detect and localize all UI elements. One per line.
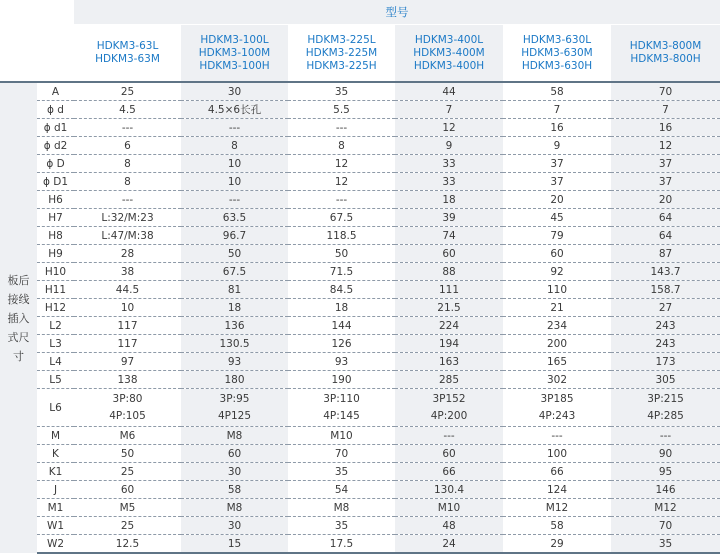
table-cell: --- xyxy=(74,191,181,209)
table-body xyxy=(0,82,720,553)
table-row xyxy=(0,499,720,517)
table-cell: 60 xyxy=(395,445,503,463)
table-cell: 27 xyxy=(611,299,720,317)
table-cell: 7 xyxy=(611,101,720,119)
table-cell: 111 xyxy=(395,281,503,299)
table-cell: 25 xyxy=(74,517,181,535)
table-cell: 50 xyxy=(74,445,181,463)
table-cell: 87 xyxy=(611,245,720,263)
table-cell: 117 xyxy=(74,335,181,353)
table-cell: 37 xyxy=(503,155,611,173)
row-label: H6 xyxy=(37,191,74,209)
category-label: 板后 接线 插入 式尺 寸 xyxy=(0,82,37,553)
table-cell: 12 xyxy=(611,137,720,155)
table-row xyxy=(0,119,720,137)
table-cell: 16 xyxy=(503,119,611,137)
table-cell: 3P:95 4P125 xyxy=(181,389,288,427)
table-cell: --- xyxy=(181,191,288,209)
table-cell: 163 xyxy=(395,353,503,371)
table-cell: 3P:80 4P:105 xyxy=(74,389,181,427)
table-cell: 90 xyxy=(611,445,720,463)
table-cell: 37 xyxy=(611,173,720,191)
table-cell: 12 xyxy=(288,173,395,191)
table-cell: 35 xyxy=(611,535,720,554)
table-row xyxy=(0,281,720,299)
table-cell: 3P:215 4P:285 xyxy=(611,389,720,427)
table-cell: 9 xyxy=(395,137,503,155)
row-label: H10 xyxy=(37,263,74,281)
table-cell: 37 xyxy=(503,173,611,191)
table-cell: 165 xyxy=(503,353,611,371)
table-cell: 25 xyxy=(74,463,181,481)
table-cell: 12 xyxy=(288,155,395,173)
table-cell: 29 xyxy=(503,535,611,554)
table-cell: M8 xyxy=(181,499,288,517)
table-row xyxy=(0,155,720,173)
table-cell: 8 xyxy=(288,137,395,155)
table-cell: --- xyxy=(503,427,611,445)
table-row xyxy=(0,389,720,427)
table-cell: 39 xyxy=(395,209,503,227)
table-cell: 71.5 xyxy=(288,263,395,281)
table-cell: M12 xyxy=(503,499,611,517)
table-cell: 8 xyxy=(74,155,181,173)
table-cell: 28 xyxy=(74,245,181,263)
table-cell: 3P:110 4P:145 xyxy=(288,389,395,427)
table-row xyxy=(0,191,720,209)
table-cell: --- xyxy=(74,119,181,137)
table-cell: --- xyxy=(181,119,288,137)
table-cell: 50 xyxy=(181,245,288,263)
table-cell: 305 xyxy=(611,371,720,389)
table-cell: L:47/M:38 xyxy=(74,227,181,245)
table-cell: 33 xyxy=(395,173,503,191)
table-cell: 143.7 xyxy=(611,263,720,281)
table-row xyxy=(0,445,720,463)
model-225: HDKM3-225L HDKM3-225M HDKM3-225H xyxy=(288,25,395,83)
model-header: 型号 xyxy=(74,0,720,25)
table-cell: 285 xyxy=(395,371,503,389)
table-cell: M8 xyxy=(288,499,395,517)
table-cell: 158.7 xyxy=(611,281,720,299)
model-630: HDKM3-630L HDKM3-630M HDKM3-630H xyxy=(503,25,611,83)
table-cell: 20 xyxy=(503,191,611,209)
table-cell: 96.7 xyxy=(181,227,288,245)
row-label: L5 xyxy=(37,371,74,389)
table-row xyxy=(0,353,720,371)
table-row xyxy=(0,463,720,481)
table-cell: 24 xyxy=(395,535,503,554)
table-cell: 88 xyxy=(395,263,503,281)
table-cell: 60 xyxy=(503,245,611,263)
table-cell: M10 xyxy=(288,427,395,445)
table-cell: 124 xyxy=(503,481,611,499)
row-label: J xyxy=(37,481,74,499)
table-cell: 92 xyxy=(503,263,611,281)
model-800: HDKM3-800M HDKM3-800H xyxy=(611,25,720,83)
table-cell: 58 xyxy=(503,517,611,535)
table-cell: --- xyxy=(288,191,395,209)
table-cell: 7 xyxy=(395,101,503,119)
table-row xyxy=(0,209,720,227)
table-cell: 118.5 xyxy=(288,227,395,245)
table-cell: 60 xyxy=(181,445,288,463)
table-cell: 93 xyxy=(181,353,288,371)
table-cell: 37 xyxy=(611,155,720,173)
row-label: ϕ D1 xyxy=(37,173,74,191)
table-cell: 144 xyxy=(288,317,395,335)
row-label: ϕ d2 xyxy=(37,137,74,155)
table-cell: 4.5 xyxy=(74,101,181,119)
table-cell: 54 xyxy=(288,481,395,499)
table-cell: 16 xyxy=(611,119,720,137)
table-cell: 5.5 xyxy=(288,101,395,119)
table-cell: 15 xyxy=(181,535,288,554)
row-label: M1 xyxy=(37,499,74,517)
table-row xyxy=(0,245,720,263)
table-cell: 30 xyxy=(181,517,288,535)
table-row xyxy=(0,137,720,155)
table-cell: 12 xyxy=(395,119,503,137)
table-row xyxy=(0,263,720,281)
table-cell: 117 xyxy=(74,317,181,335)
table-cell: 79 xyxy=(503,227,611,245)
table-cell: 35 xyxy=(288,517,395,535)
table-row xyxy=(0,173,720,191)
table-cell: 64 xyxy=(611,209,720,227)
table-cell: 146 xyxy=(611,481,720,499)
table-cell: 33 xyxy=(395,155,503,173)
table-cell: 10 xyxy=(181,173,288,191)
table-cell: M10 xyxy=(395,499,503,517)
table-cell: 17.5 xyxy=(288,535,395,554)
table-row xyxy=(0,299,720,317)
table-cell: 243 xyxy=(611,335,720,353)
table-cell: 60 xyxy=(395,245,503,263)
table-cell: 7 xyxy=(503,101,611,119)
table-cell: 12.5 xyxy=(74,535,181,554)
table-cell: 3P152 4P:200 xyxy=(395,389,503,427)
table-cell: 173 xyxy=(611,353,720,371)
table-row xyxy=(0,427,720,445)
row-label: H9 xyxy=(37,245,74,263)
table-cell: 48 xyxy=(395,517,503,535)
table-cell: 130.4 xyxy=(395,481,503,499)
row-label: L6 xyxy=(37,389,74,427)
table-cell: 74 xyxy=(395,227,503,245)
table-cell: 70 xyxy=(288,445,395,463)
table-cell: 21.5 xyxy=(395,299,503,317)
table-cell: L:32/M:23 xyxy=(74,209,181,227)
row-label: ϕ D xyxy=(37,155,74,173)
table-row xyxy=(0,317,720,335)
table-cell: 180 xyxy=(181,371,288,389)
table-row xyxy=(0,82,720,101)
table-cell: 110 xyxy=(503,281,611,299)
table-cell: 100 xyxy=(503,445,611,463)
table-cell: --- xyxy=(288,119,395,137)
table-cell: 9 xyxy=(503,137,611,155)
table-cell: 50 xyxy=(288,245,395,263)
row-label: M xyxy=(37,427,74,445)
table-cell: 70 xyxy=(611,517,720,535)
table-cell: M6 xyxy=(74,427,181,445)
table-row xyxy=(0,481,720,499)
table-cell: 126 xyxy=(288,335,395,353)
table-cell: 21 xyxy=(503,299,611,317)
table-cell: 138 xyxy=(74,371,181,389)
table-cell: 20 xyxy=(611,191,720,209)
table-row xyxy=(0,335,720,353)
table-cell: 234 xyxy=(503,317,611,335)
row-label: H8 xyxy=(37,227,74,245)
row-label: H11 xyxy=(37,281,74,299)
table-row xyxy=(0,535,720,554)
table-cell: 64 xyxy=(611,227,720,245)
table-cell: 63.5 xyxy=(181,209,288,227)
model-63: HDKM3-63L HDKM3-63M xyxy=(74,25,181,83)
row-label: ϕ d1 xyxy=(37,119,74,137)
table-cell: 38 xyxy=(74,263,181,281)
row-label: H12 xyxy=(37,299,74,317)
table-cell: M8 xyxy=(181,427,288,445)
table-row xyxy=(0,101,720,119)
table-cell: 10 xyxy=(74,299,181,317)
table-cell: 84.5 xyxy=(288,281,395,299)
row-label: H7 xyxy=(37,209,74,227)
table-cell: 18 xyxy=(181,299,288,317)
table-cell: --- xyxy=(395,427,503,445)
table-cell: 136 xyxy=(181,317,288,335)
table-cell: 243 xyxy=(611,317,720,335)
table-cell: 66 xyxy=(503,463,611,481)
table-cell: 30 xyxy=(181,82,288,101)
table-cell: 66 xyxy=(395,463,503,481)
table-cell: 130.5 xyxy=(181,335,288,353)
table-cell: 35 xyxy=(288,463,395,481)
table-cell: 44 xyxy=(395,82,503,101)
table-cell: 44.5 xyxy=(74,281,181,299)
table-cell: 93 xyxy=(288,353,395,371)
table-row xyxy=(0,227,720,245)
table-row xyxy=(0,371,720,389)
table-cell: 10 xyxy=(181,155,288,173)
table-cell: 58 xyxy=(503,82,611,101)
table-cell: 6 xyxy=(74,137,181,155)
table-cell: 18 xyxy=(395,191,503,209)
table-cell: 8 xyxy=(74,173,181,191)
model-100: HDKM3-100L HDKM3-100M HDKM3-100H xyxy=(181,25,288,83)
row-label: A xyxy=(37,82,74,101)
table-cell: 81 xyxy=(181,281,288,299)
row-label: ϕ d xyxy=(37,101,74,119)
table-cell: 35 xyxy=(288,82,395,101)
table-cell: 67.5 xyxy=(181,263,288,281)
row-label: K xyxy=(37,445,74,463)
table-cell: 25 xyxy=(74,82,181,101)
row-label: K1 xyxy=(37,463,74,481)
table-cell: 60 xyxy=(74,481,181,499)
row-label: W2 xyxy=(37,535,74,554)
row-label: W1 xyxy=(37,517,74,535)
table-cell: 3P185 4P:243 xyxy=(503,389,611,427)
table-cell: 8 xyxy=(181,137,288,155)
table-cell: M12 xyxy=(611,499,720,517)
table-cell: 70 xyxy=(611,82,720,101)
table-row xyxy=(0,517,720,535)
table-cell: 67.5 xyxy=(288,209,395,227)
table-cell: 95 xyxy=(611,463,720,481)
table-cell: 45 xyxy=(503,209,611,227)
row-label: L3 xyxy=(37,335,74,353)
corner-blank xyxy=(0,0,74,82)
table-cell: 18 xyxy=(288,299,395,317)
table-cell: 190 xyxy=(288,371,395,389)
table-cell: 200 xyxy=(503,335,611,353)
table-cell: 30 xyxy=(181,463,288,481)
table-cell: --- xyxy=(611,427,720,445)
row-label: L2 xyxy=(37,317,74,335)
table-cell: M5 xyxy=(74,499,181,517)
table-cell: 97 xyxy=(74,353,181,371)
table-cell: 58 xyxy=(181,481,288,499)
table-cell: 302 xyxy=(503,371,611,389)
table-cell: 194 xyxy=(395,335,503,353)
table-cell: 4.5×6长孔 xyxy=(181,101,288,119)
table-cell: 224 xyxy=(395,317,503,335)
row-label: L4 xyxy=(37,353,74,371)
model-400: HDKM3-400L HDKM3-400M HDKM3-400H xyxy=(395,25,503,83)
